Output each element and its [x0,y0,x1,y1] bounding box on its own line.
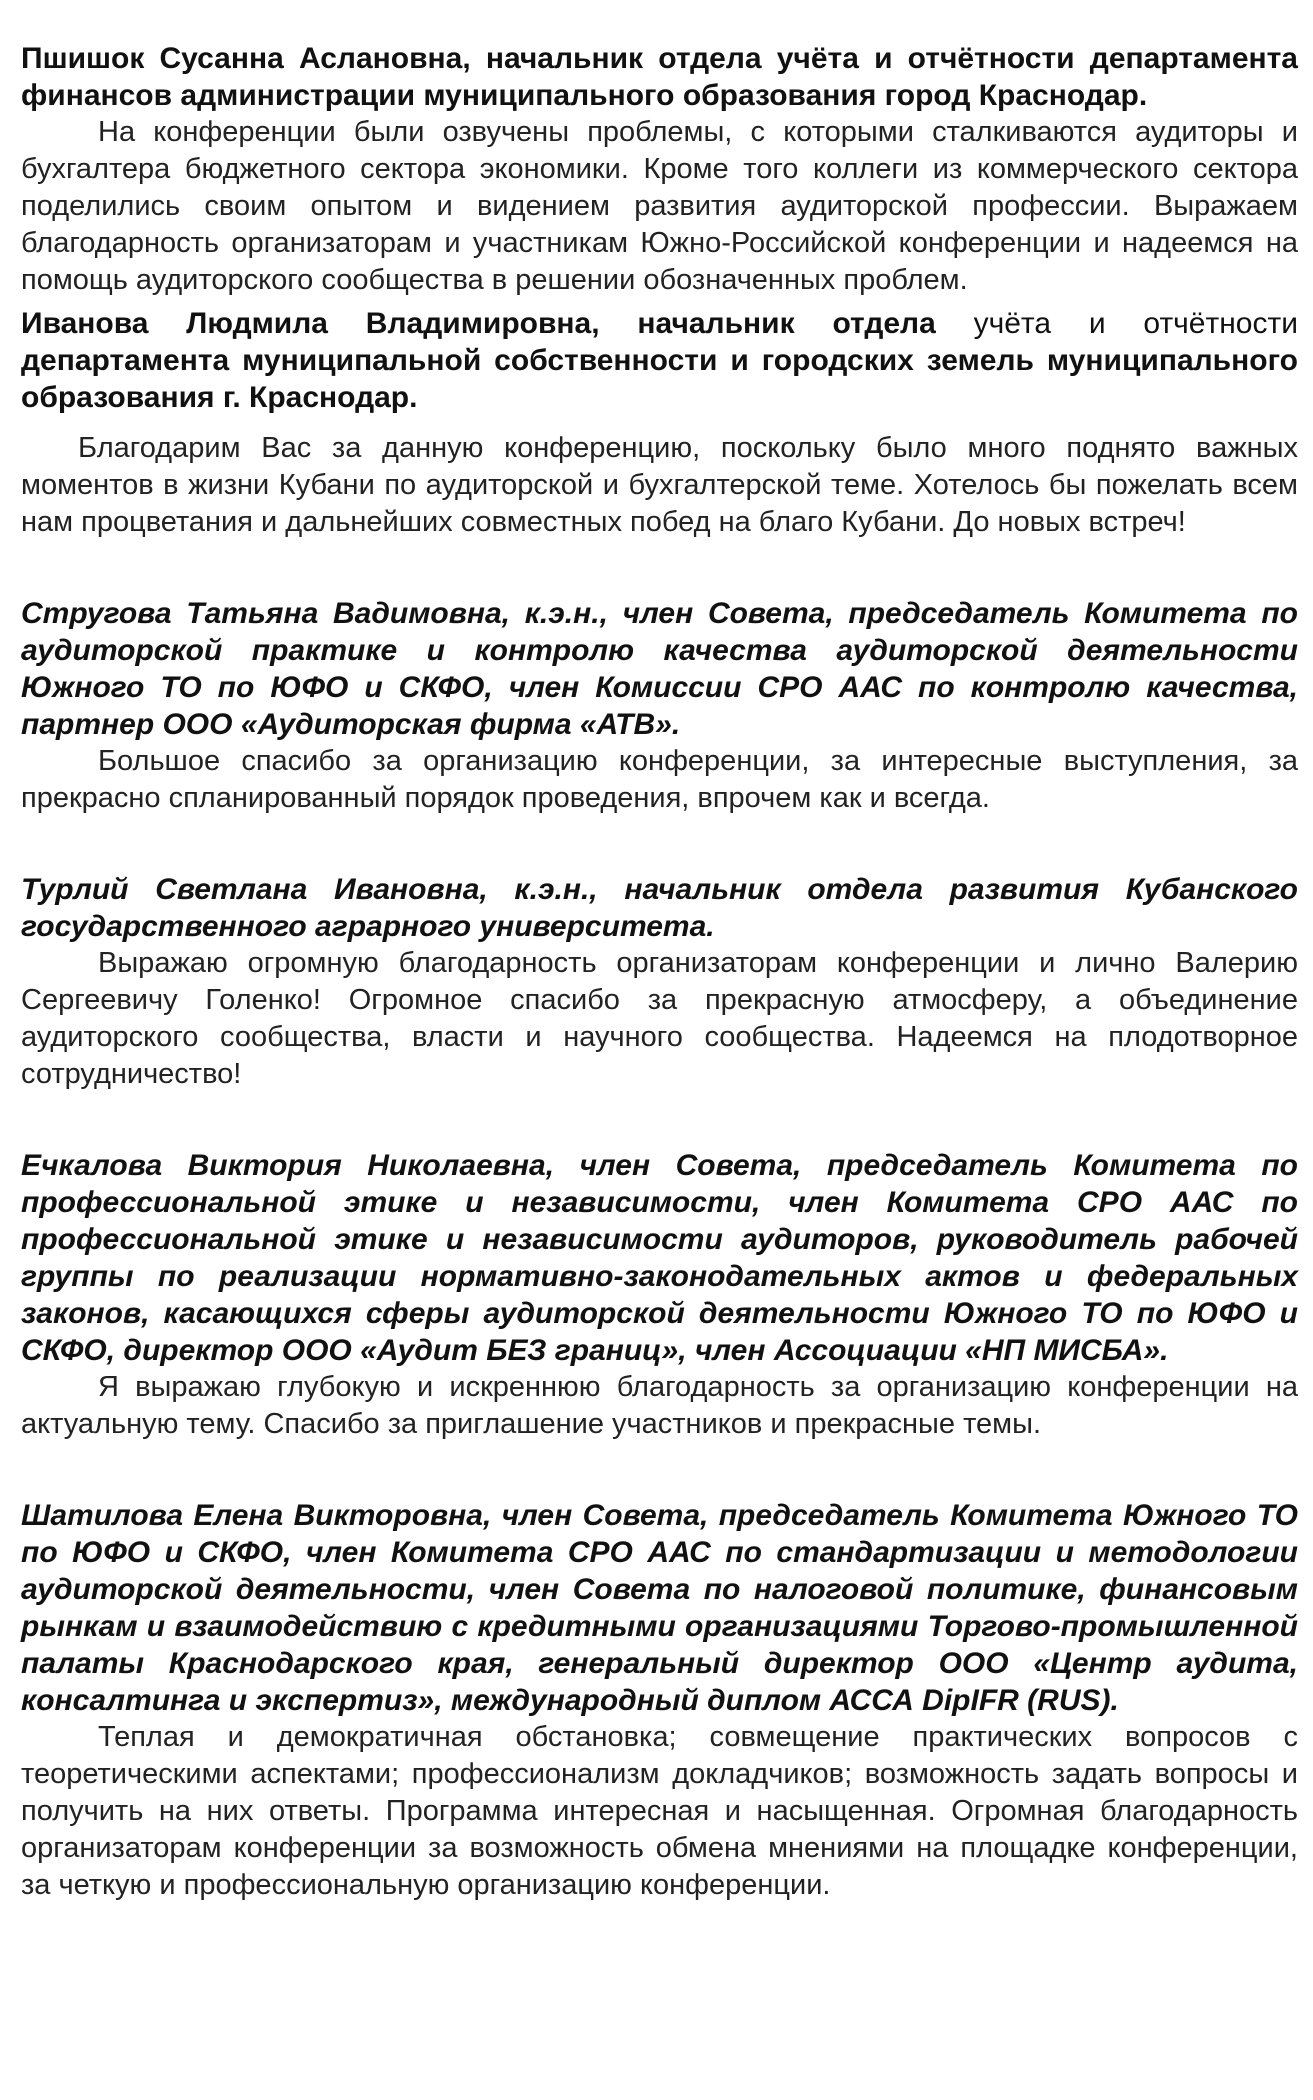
spacer [21,1093,1298,1147]
entry-body: Большое спасибо за организацию конференции, за интересные выступления, за прекрасно спланированный порядок проведения, впрочем как и всегда. [21,745,1298,814]
testimonial-entry [21,871,1298,1093]
testimonial-entry [21,595,1298,817]
entry-heading: Ечкалова Виктория Николаевна, член Совета, председатель Комитета по профессиональной этике и независимости, член Комитета СРО ААС по профессиональной этике и независимости аудиторов, руководитель рабочей группы по реализации нормативно-законодательных актов и федеральных законов, касающихся сферы аудиторской деятельности Южного ТО по ЮФО и СКФО, директор ООО «Аудит БЕЗ границ», член Ассоциации «НП МИСБА». [21,1149,1298,1367]
spacer [21,817,1298,871]
entry-body: Благодарим Вас за данную конференцию, поскольку было много поднято важных моментов в жизни Кубани по аудиторской и бухгалтерской теме. Хотелось бы пожелать всем нам процветания и дальнейших совместных побед на благо Кубани. До новых встреч! [21,432,1298,538]
entry-heading: Стругова Татьяна Вадимовна, к.э.н., член Совета, председатель Комитета по аудиторской практике и контролю качества аудиторской деятельности Южного ТО по ЮФО и СКФО, член Комиссии СРО ААС по контролю качества, партнер ООО «Аудиторская фирма «АТВ». [21,597,1298,741]
entry-heading: Турлий Светлана Ивановна, к.э.н., начальник отдела развития Кубанского государственного аграрного университета. [21,873,1298,943]
entry-body: Теплая и демократичная обстановка; совмещение практических вопросов с теоретическими аспектами; профессионализм докладчиков; возможность задать вопросы и получить на них ответы. Программа интересная и насыщенная. Огромная благодарность организаторам конференции за возможность обмена мнениями на площадке конференции, за четкую и профессиональную организацию конференции. [21,1721,1298,1901]
testimonial-entry [21,1497,1298,1904]
entry-body: Выражаю огромную благодарность организаторам конференции и лично Валерию Сергеевичу Голенко! Огромное спасибо за прекрасную атмосферу, а объединение аудиторского сообщества, власти и научного сообщества. Надеемся на плодотворное сотрудничество! [21,947,1298,1090]
entry-heading: Шатилова Елена Викторовна, член Совета, председатель Комитета Южного ТО по ЮФО и СКФО, член Комитета СРО ААС по стандартизации и методологии аудиторской деятельности, член Совета по налоговой политике, финансовым рынкам и взаимодействию с кредитными организациями Торгово-промышленной палаты Краснодарского края, генеральный директор ООО «Центр аудита, консалтинга и экспертиз», международный диплом АССА DipIFR (RUS). [21,1499,1298,1717]
testimonial-entry [21,305,1298,541]
spacer [21,1443,1298,1497]
entry-body: На конференции были озвучены проблемы, с которыми сталкиваются аудиторы и бухгалтера бюджетного сектора экономики. Кроме того коллеги из коммерческого сектора поделились своим опытом и видением развития аудиторской профессии. Выражаем благодарность организаторам и участникам Южно-Российской конференции и надеемся на помощь аудиторского сообщества в решении обозначенных проблем. [21,116,1298,296]
entry-heading-bold: Иванова Людмила Владимировна, начальник отдела [21,307,936,340]
testimonial-entry [21,1147,1298,1443]
entry-body: Я выражаю глубокую и искреннюю благодарность за организацию конференции на актуальную тему. Спасибо за приглашение участников и прекрасные темы. [21,1371,1298,1440]
entry-heading-plain: учёта и отчётности [935,307,1298,340]
spacer [21,541,1298,595]
entry-heading: Пшишок Сусанна Аслановна, начальник отдела учёта и отчётности департамента финансов администрации муниципального образования город Краснодар. [21,42,1298,112]
entry-heading-rest: департамента муниципальной собственности и городских земель муниципального образования г. Краснодар. [21,344,1298,414]
testimonial-entry [21,40,1298,299]
spacer [21,416,1298,430]
entry-heading [21,305,1298,416]
